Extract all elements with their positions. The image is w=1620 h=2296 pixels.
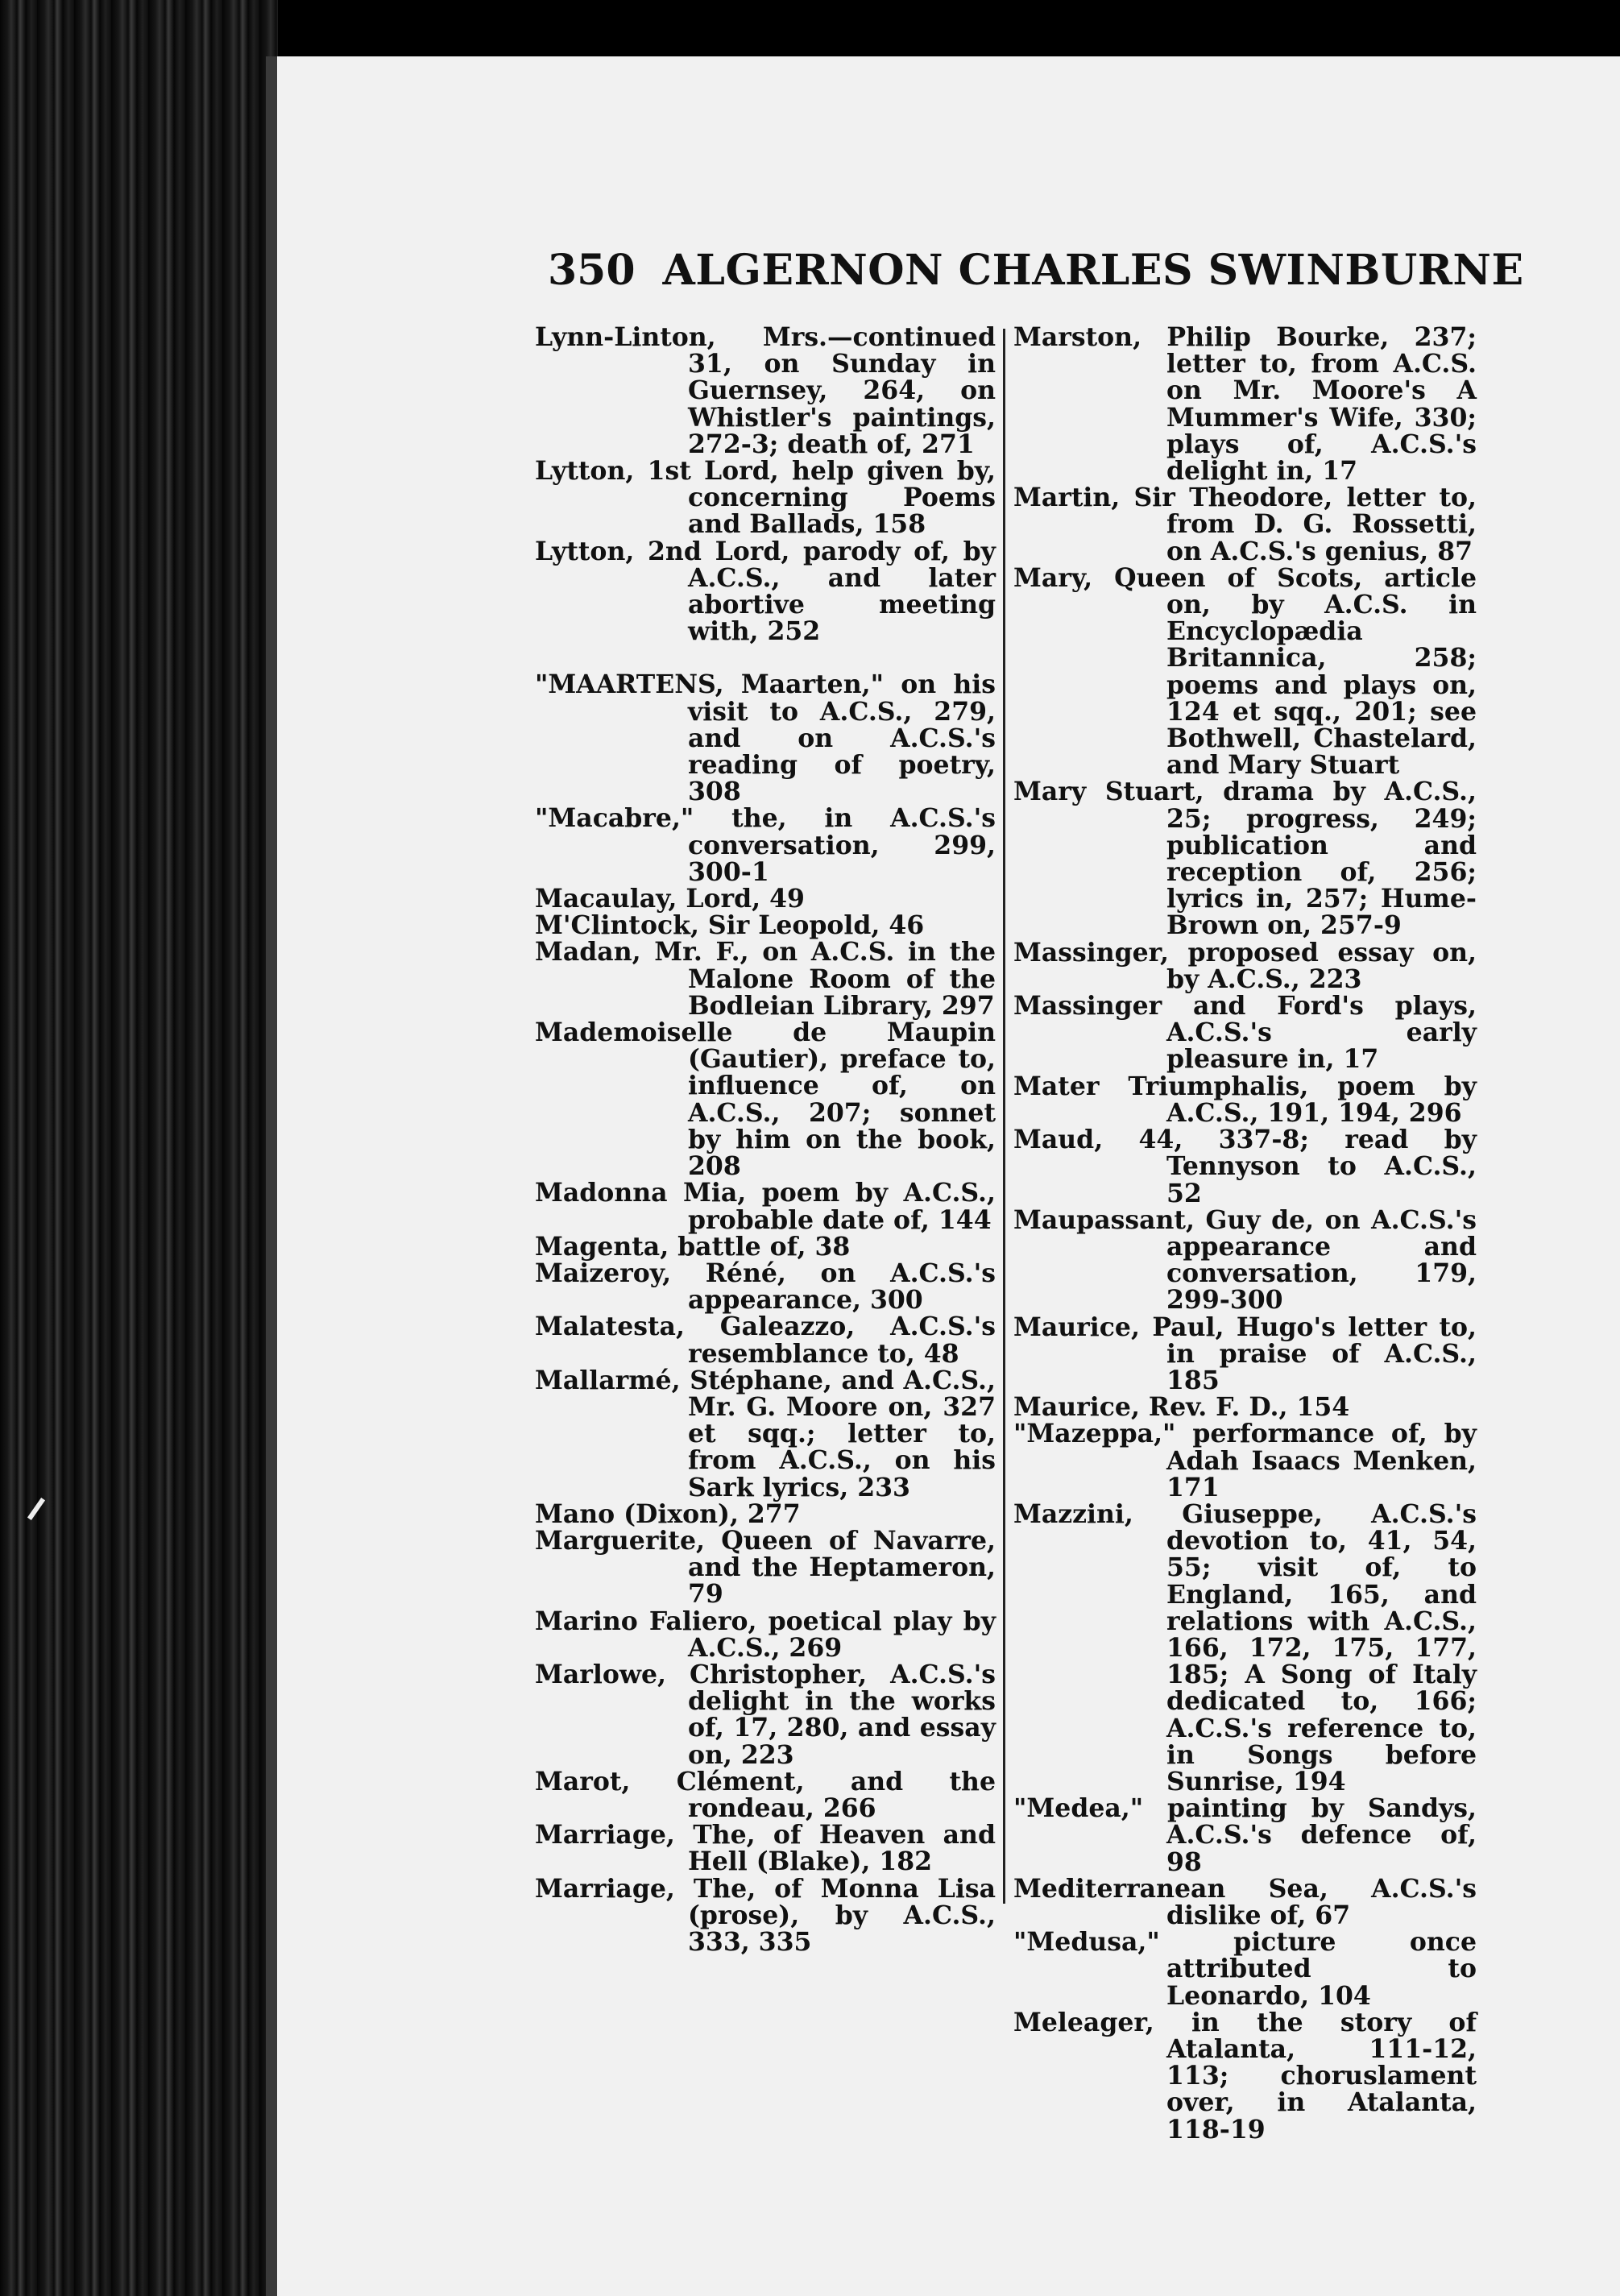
index-entry: Mediterranean Sea, A.C.S.'s dislike of, 67 (1013, 1873, 1477, 1930)
index-entry: Maud, 44, 337-8; read by Tennyson to A.C.S., 52 (1013, 1125, 1477, 1208)
index-entry: Mallarmé, Stéphane, and A.C.S., Mr. G. Moore on, 327 et sqq.; letter to, from A.C.S., on his Sark lyrics, 233 (535, 1365, 996, 1502)
index-column-right (1013, 324, 1477, 2143)
index-entry: Marino Faliero, poetical play by A.C.S., 269 (535, 1606, 996, 1663)
index-entry: "Medea," painting by Sandys, A.C.S.'s defence of, 98 (1013, 1793, 1477, 1877)
index-entry: Massinger and Ford's plays, A.C.S.'s early pleasure in, 17 (1013, 991, 1477, 1075)
index-entry: Macaulay, Lord, 49 (535, 884, 805, 914)
index-entry: Maurice, Paul, Hugo's letter to, in praise of A.C.S., 185 (1013, 1312, 1477, 1395)
running-title: ALGERNON CHARLES SWINBURNE (662, 246, 1524, 295)
index-entry: Mary, Queen of Scots, article on, by A.C.S. in Encyclopædia Britannica, 258; poems and plays on, 124 et sqq., 201; see Bothwell, Chastelard, and Mary Stuart (1013, 562, 1477, 781)
index-entry: Marot, Clément, and the rondeau, 266 (535, 1766, 996, 1823)
index-entry: Maizeroy, Réné, on A.C.S.'s appearance, 300 (535, 1258, 996, 1316)
index-entry: Mater Triumphalis, poem by A.C.S., 191, 194, 296 (1013, 1071, 1477, 1128)
index-entry: Magenta, battle of, 38 (535, 1231, 851, 1262)
index-entry: Mademoiselle de Maupin (Gautier), preface to, influence of, on A.C.S., 207; sonnet by him on the book, 208 (535, 1017, 996, 1182)
index-entry: Maurice, Rev. F. D., 154 (1013, 1392, 1350, 1423)
index-entry: Marriage, The, of Heaven and Hell (Blake), 182 (535, 1820, 996, 1877)
index-entry: "Macabre," the, in A.C.S.'s conversation, 299, 300-1 (535, 803, 996, 887)
column-divider (1003, 329, 1005, 1904)
index-entry: Mary Stuart, drama by A.C.S., 25; progress, 249; publication and reception of, 256; lyrics in, 257; Hume-Brown on, 257-9 (1013, 777, 1477, 941)
page-number: 350 (548, 246, 636, 295)
index-entry: Marston, Philip Bourke, 237; letter to, from A.C.S. on Mr. Moore's A Mummer's Wife, 330; plays of, A.C.S.'s delight in, 17 (1013, 322, 1477, 487)
index-entry: Lytton, 1st Lord, help given by, concerning Poems and Ballads, 158 (535, 456, 996, 540)
page-header (548, 246, 1524, 295)
index-entry: Mano (Dixon), 277 (535, 1498, 801, 1529)
index-entry: Madonna Mia, poem by A.C.S., probable date of, 144 (535, 1178, 996, 1235)
index-entry: Lytton, 2nd Lord, parody of, by A.C.S., and later abortive meeting with, 252 (535, 536, 996, 647)
index-entry: "Medusa," picture once attributed to Leonardo, 104 (1013, 1927, 1477, 2011)
book-spine (0, 0, 278, 2296)
index-entry: Madan, Mr. F., on A.C.S. in the Malone Room of the Bodleian Library, 297 (535, 937, 996, 1021)
index-entry: Massinger, proposed essay on, by A.C.S., 223 (1013, 937, 1477, 994)
index-entry: "MAARTENS, Maarten," on his visit to A.C.S., 279, and on A.C.S.'s reading of poetry, 308 (535, 669, 996, 807)
index-entry: Marguerite, Queen of Navarre, and the Heptameron, 79 (535, 1525, 996, 1610)
index-entry: M'Clintock, Sir Leopold, 46 (535, 910, 925, 941)
index-entry: Martin, Sir Theodore, letter to, from D. G. Rossetti, on A.C.S.'s genius, 87 (1013, 483, 1477, 566)
index-entry: Lynn-Linton, Mrs.—continued 31, on Sunday in Guernsey, 264, on Whistler's paintings, 272-3; death of, 271 (535, 322, 996, 459)
index-entry: "Mazeppa," performance of, by Adah Isaacs Menken, 171 (1013, 1419, 1477, 1502)
index-entry: Malatesta, Galeazzo, A.C.S.'s resemblance to, 48 (535, 1312, 996, 1369)
index-column-left (535, 324, 996, 1955)
index-entry: Marriage, The, of Monna Lisa (prose), by A.C.S., 333, 335 (535, 1873, 996, 1957)
index-entry: Marlowe, Christopher, A.C.S.'s delight in the works of, 17, 280, and essay on, 223 (535, 1659, 996, 1770)
index-entry: Mazzini, Giuseppe, A.C.S.'s devotion to, 41, 54, 55; visit of, to England, 165, and relations with A.C.S., 166, 172, 175, 177, 185; A Song of Italy dedicated to, 166; A.C.S.'s reference to, in Songs before Sunrise, 194 (1013, 1498, 1477, 1797)
index-entry: Meleager, in the story of Atalanta, 111-12, 113; choruslament over, in Atalanta, 118-19 (1013, 2007, 1477, 2145)
index-entry: Maupassant, Guy de, on A.C.S.'s appearance and conversation, 179, 299-300 (1013, 1204, 1477, 1316)
